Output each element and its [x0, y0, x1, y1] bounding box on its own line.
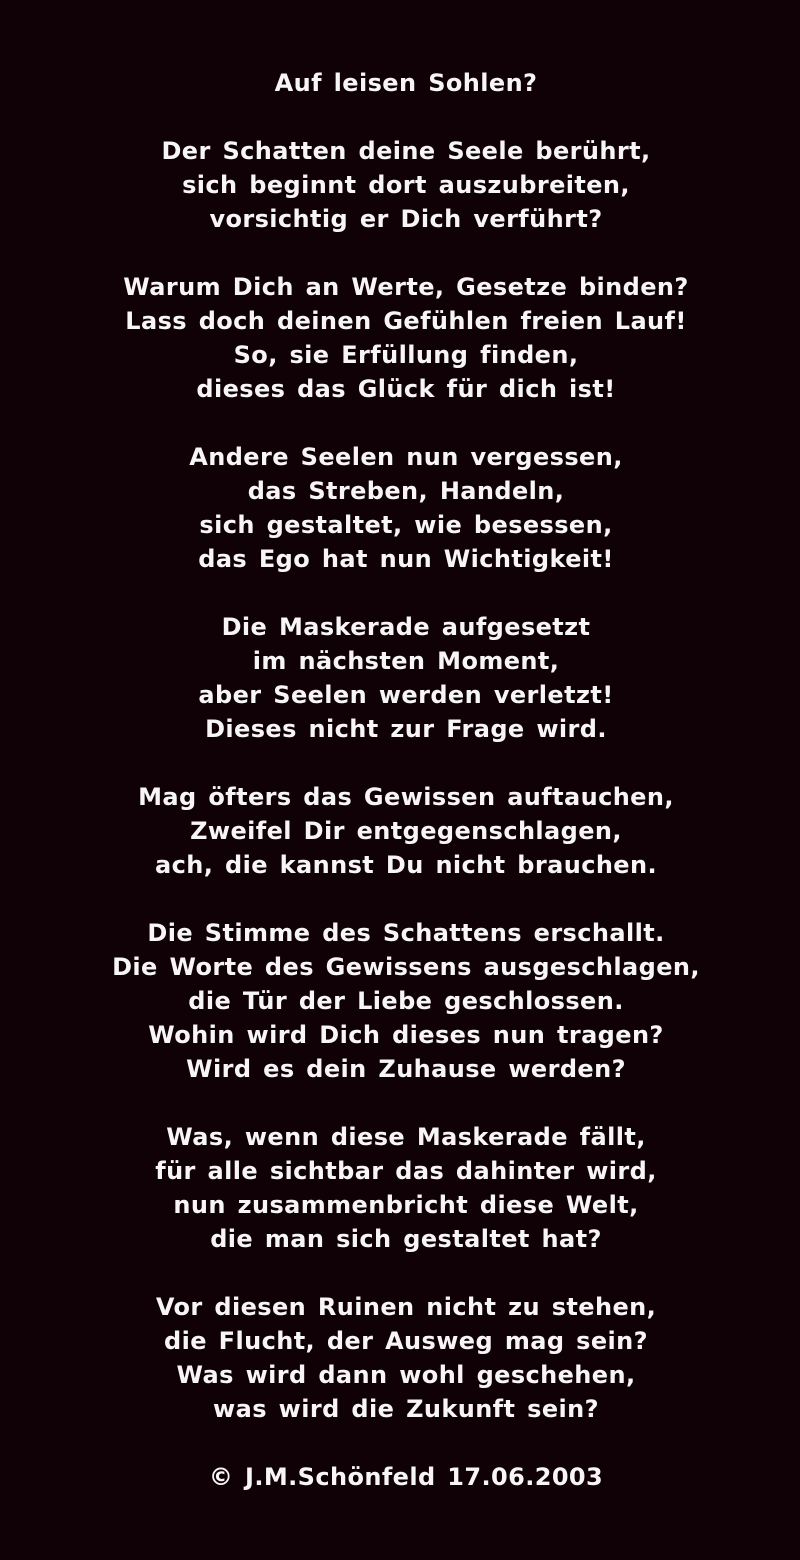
stanza-3 [12, 440, 800, 576]
poem-line: sich beginnt dort auszubreiten, [182, 171, 630, 199]
poem-line: das Ego hat nun Wichtigkeit! [198, 545, 614, 573]
poem-line: was wird die Zukunft sein? [213, 1395, 599, 1423]
poem-line: Warum Dich an Werte, Gesetze binden? [123, 273, 689, 301]
poem-line: die Flucht, der Ausweg mag sein? [164, 1327, 648, 1355]
poem-line: dieses das Glück für dich ist! [196, 375, 616, 403]
stanza-1 [12, 134, 800, 236]
poem-line: Wird es dein Zuhause werden? [186, 1055, 626, 1083]
poem-line: Lass doch deinen Gefühlen freien Lauf! [125, 307, 687, 335]
stanza-7 [12, 1120, 800, 1256]
poem-title: Auf leisen Sohlen? [274, 69, 538, 97]
poem-line: nun zusammenbricht diese Welt, [173, 1191, 639, 1219]
poem-line: sich gestaltet, wie besessen, [199, 511, 613, 539]
poem-line: Die Worte des Gewissens ausgeschlagen, [112, 953, 700, 981]
poem-line: ach, die kannst Du nicht brauchen. [155, 851, 657, 879]
poem-line: Wohin wird Dich dieses nun tragen? [148, 1021, 664, 1049]
poem-line: Was, wenn diese Maskerade fällt, [166, 1123, 646, 1151]
stanza-8 [12, 1290, 800, 1426]
poem-line: Zweifel Dir entgegenschlagen, [190, 817, 622, 845]
poem-line: Vor diesen Ruinen nicht zu stehen, [155, 1293, 657, 1321]
stanza-4 [12, 610, 800, 746]
poem-line: vorsichtig er Dich verführt? [209, 205, 603, 233]
poem-line: die man sich gestaltet hat? [210, 1225, 602, 1253]
poem-line: aber Seelen werden verletzt! [198, 681, 614, 709]
poem-line: im nächsten Moment, [252, 647, 560, 675]
poem-line: So, sie Erfüllung finden, [233, 341, 579, 369]
poem-line: Dieses nicht zur Frage wird. [205, 715, 607, 743]
poem-line: für alle sichtbar das dahinter wird, [155, 1157, 657, 1185]
poem-line: Die Maskerade aufgesetzt [221, 613, 591, 641]
stanza-5 [12, 780, 800, 882]
poem-line: das Streben, Handeln, [247, 477, 565, 505]
poem-line: Der Schatten deine Seele berührt, [161, 137, 651, 165]
poem-line: Die Stimme des Schattens erschallt. [147, 919, 665, 947]
poem-line: Andere Seelen nun vergessen, [189, 443, 623, 471]
stanza-6 [12, 916, 800, 1086]
poem-line: Was wird dann wohl geschehen, [176, 1361, 636, 1389]
poem-line: Mag öfters das Gewissen auftauchen, [138, 783, 674, 811]
poem-line: die Tür der Liebe geschlossen. [188, 987, 624, 1015]
copyright-line: © J.M.Schönfeld 17.06.2003 [208, 1463, 604, 1491]
stanza-2 [12, 270, 800, 406]
